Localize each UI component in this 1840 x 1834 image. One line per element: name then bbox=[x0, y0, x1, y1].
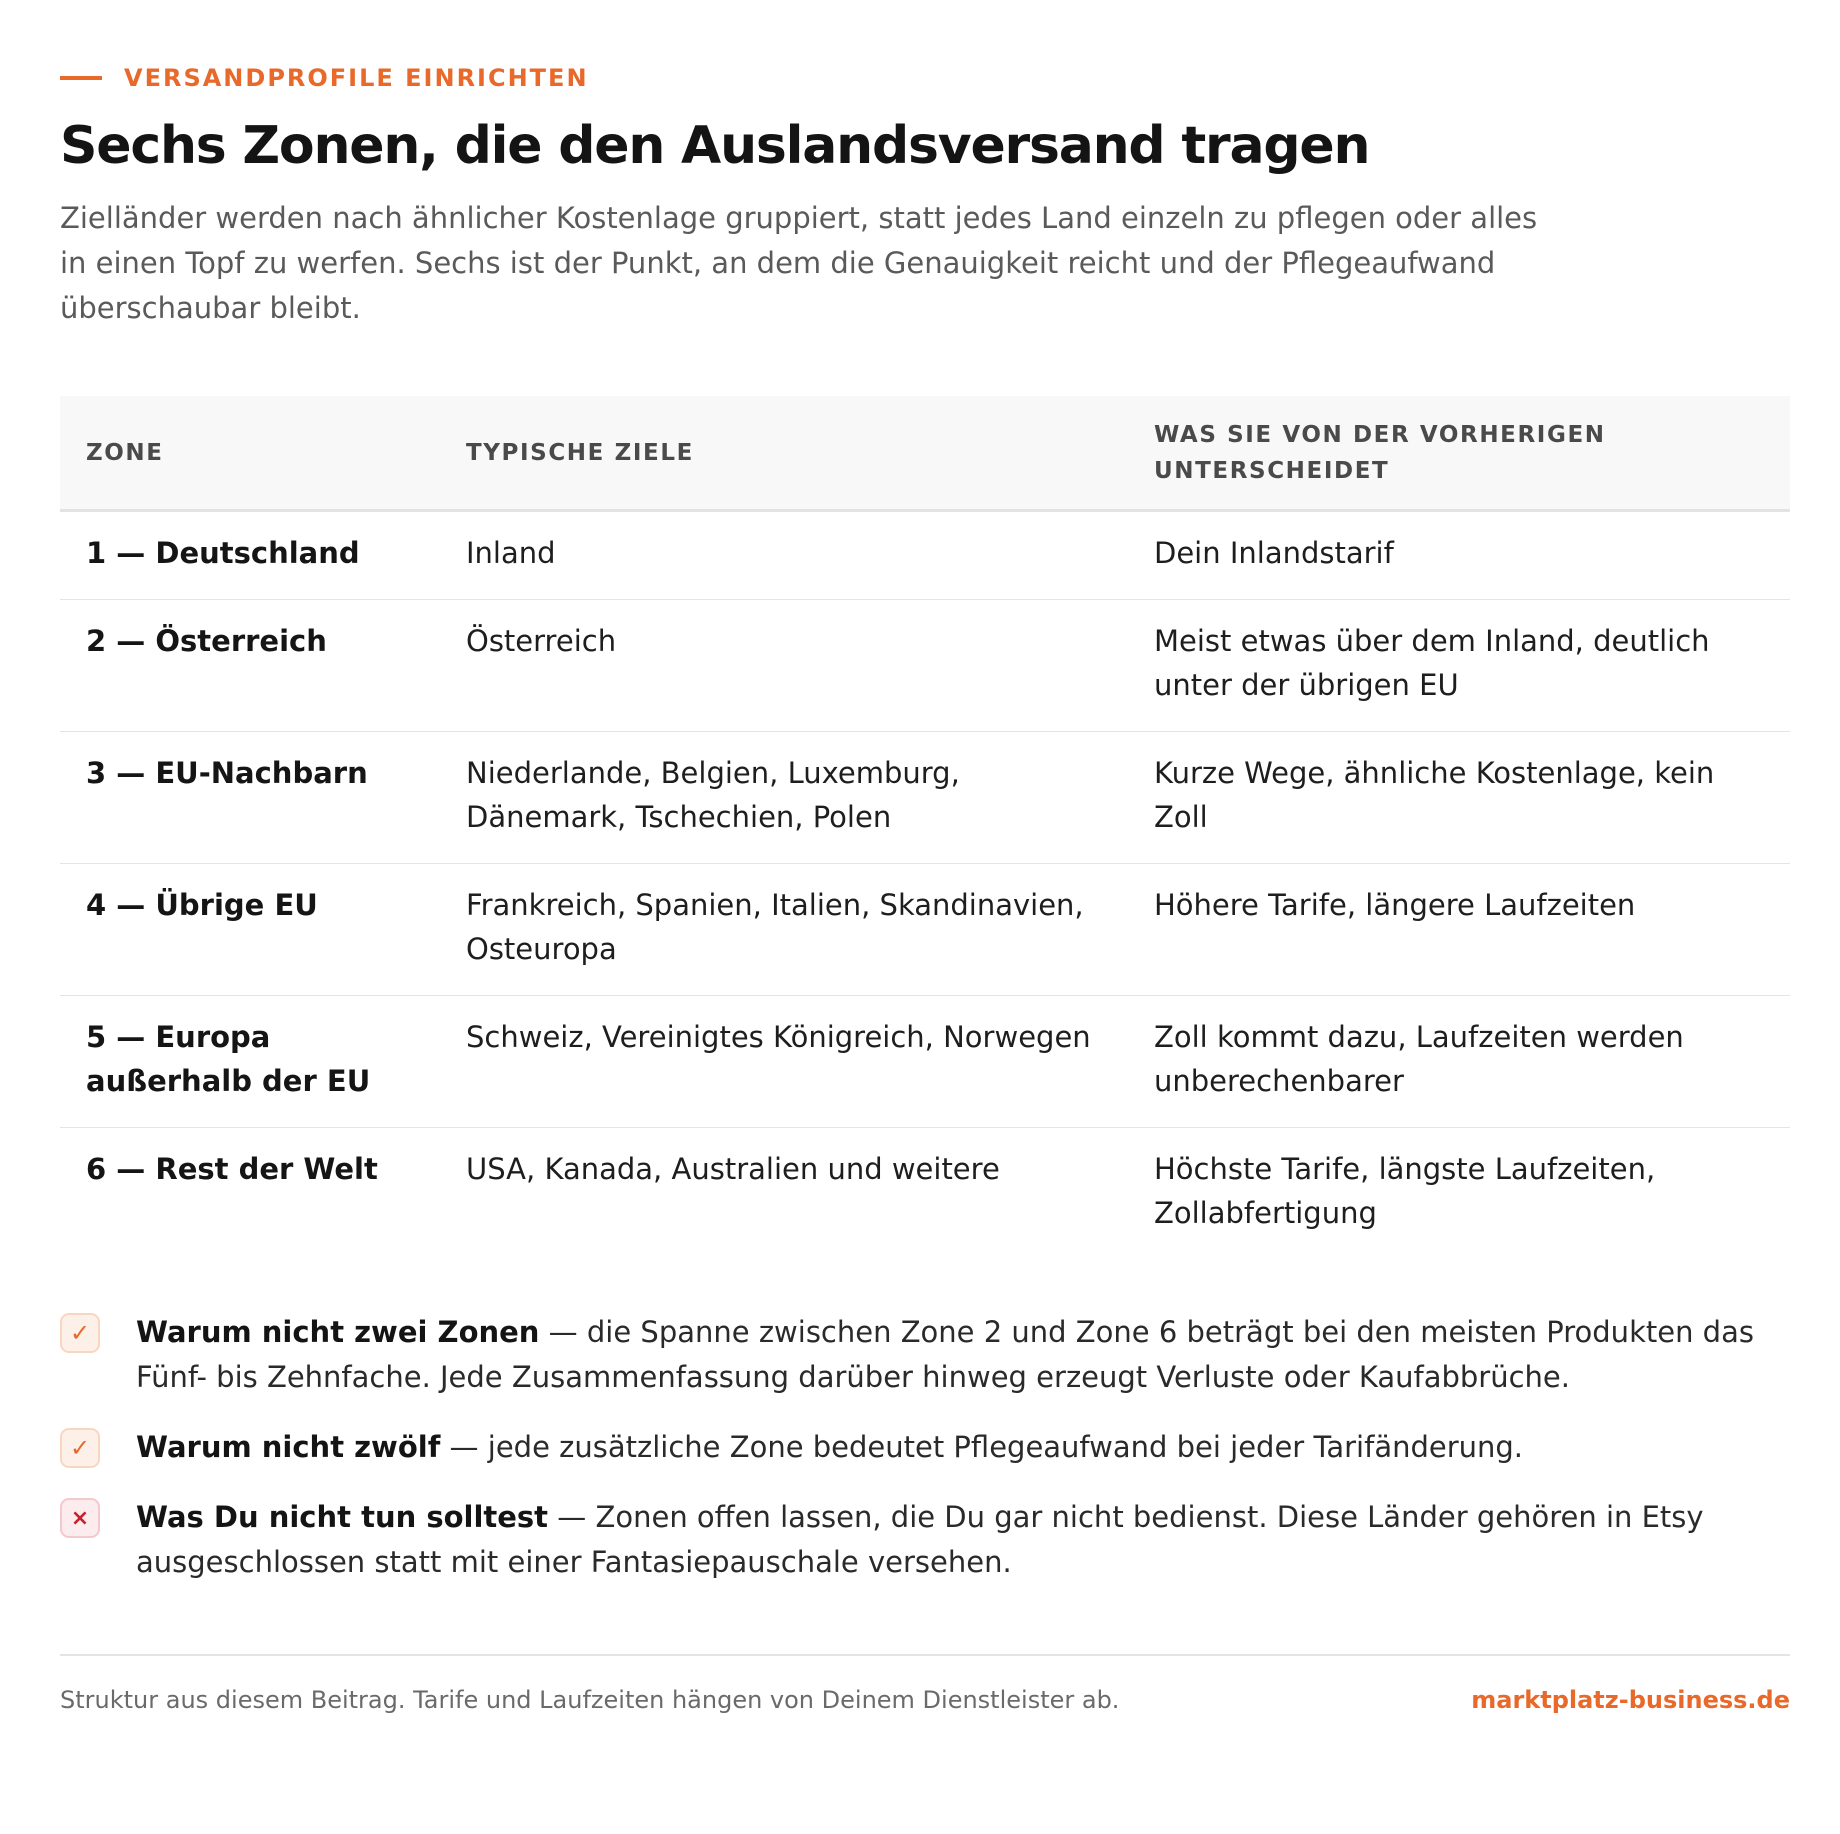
footer bbox=[60, 1686, 1790, 1714]
difference-cell: Meist etwas über dem Inland, deutlich unter der übrigen EU bbox=[1128, 600, 1790, 732]
table-header-row bbox=[60, 396, 1790, 511]
cross-icon: × bbox=[60, 1498, 100, 1538]
eyebrow bbox=[60, 64, 589, 92]
footer-brand-link[interactable]: marktplatz-business.de bbox=[1471, 1686, 1790, 1714]
difference-cell: Höhere Tarife, längere Laufzeiten bbox=[1128, 864, 1790, 996]
notes-list bbox=[60, 1310, 1780, 1610]
table-row bbox=[60, 996, 1790, 1128]
zone-cell: 3 — EU-Nachbarn bbox=[60, 732, 440, 864]
table-row bbox=[60, 864, 1790, 996]
table-row bbox=[60, 600, 1790, 732]
column-header-difference: WAS SIE VON DER VORHERIGEN UNTERSCHEIDET bbox=[1128, 396, 1790, 511]
footer-note: Struktur aus diesem Beitrag. Tarife und Laufzeiten hängen von Deinem Dienstleister ab. bbox=[60, 1686, 1120, 1714]
note-body: — die Spanne zwischen Zone 2 und Zone 6 beträgt bei den meisten Produkten das Fünf- bis Zehnfache. Jede Zusammenfassung darüber hinweg erzeugt Verluste oder Kaufabbrüche. bbox=[136, 1315, 1754, 1394]
check-icon: ✓ bbox=[60, 1428, 100, 1468]
targets-cell: Niederlande, Belgien, Luxemburg, Dänemark, Tschechien, Polen bbox=[440, 732, 1128, 864]
table-row bbox=[60, 732, 1790, 864]
targets-cell: Schweiz, Vereinigtes Königreich, Norwegen bbox=[440, 996, 1128, 1128]
difference-cell: Zoll kommt dazu, Laufzeiten werden unberechenbarer bbox=[1128, 996, 1790, 1128]
zones-table bbox=[60, 396, 1790, 1259]
difference-cell: Höchste Tarife, längste Laufzeiten, Zollabfertigung bbox=[1154, 1152, 1656, 1230]
zone-cell: 6 — Rest der Welt bbox=[86, 1152, 378, 1186]
note-text bbox=[136, 1310, 1780, 1400]
check-icon: ✓ bbox=[60, 1313, 100, 1353]
eyebrow-line bbox=[60, 76, 102, 80]
note-text bbox=[136, 1425, 1523, 1470]
zone-cell: 2 — Österreich bbox=[60, 600, 440, 732]
targets-cell: USA, Kanada, Australien und weitere bbox=[466, 1152, 1000, 1186]
footer-divider bbox=[60, 1654, 1790, 1656]
zone-cell: 4 — Übrige EU bbox=[60, 864, 440, 996]
note-item bbox=[60, 1310, 1780, 1400]
targets-cell: Frankreich, Spanien, Italien, Skandinavien, Osteuropa bbox=[440, 864, 1128, 996]
note-text bbox=[136, 1495, 1780, 1585]
note-item bbox=[60, 1425, 1780, 1470]
table-row bbox=[60, 1128, 1790, 1260]
lead-paragraph: Zielländer werden nach ähnlicher Kostenlage gruppiert, statt jedes Land einzeln zu pflegen oder alles in einen Topf zu werfen. Sechs ist der Punkt, an dem die Genauigkeit reicht und der Pflegeaufwand überschaubar bleibt. bbox=[60, 201, 1538, 325]
note-body: — jede zusätzliche Zone bedeutet Pflegeaufwand bei jeder Tarifänderung. bbox=[440, 1430, 1524, 1464]
note-heading: Was Du nicht tun solltest bbox=[136, 1500, 549, 1534]
eyebrow-label: VERSANDPROFILE EINRICHTEN bbox=[124, 64, 589, 92]
note-item bbox=[60, 1495, 1780, 1585]
zone-cell: 1 — Deutschland bbox=[60, 511, 440, 600]
targets-cell: Österreich bbox=[440, 600, 1128, 732]
targets-cell: Inland bbox=[440, 511, 1128, 600]
note-heading: Warum nicht zwölf bbox=[136, 1430, 441, 1464]
table-row bbox=[60, 511, 1790, 600]
column-header-zone: ZONE bbox=[60, 396, 440, 511]
difference-cell: Kurze Wege, ähnliche Kostenlage, kein Zoll bbox=[1128, 732, 1790, 864]
page-title: Sechs Zonen, die den Auslandsversand tragen bbox=[60, 116, 1370, 176]
note-heading: Warum nicht zwei Zonen bbox=[136, 1315, 540, 1349]
difference-cell: Dein Inlandstarif bbox=[1128, 511, 1790, 600]
column-header-targets: TYPISCHE ZIELE bbox=[440, 396, 1128, 511]
zone-cell: 5 — Europa außerhalb der EU bbox=[60, 996, 440, 1128]
note-body: — Zonen offen lassen, die Du gar nicht bedienst. Diese Länder gehören in Etsy ausgeschlossen statt mit einer Fantasiepauschale versehen. bbox=[136, 1500, 1704, 1579]
